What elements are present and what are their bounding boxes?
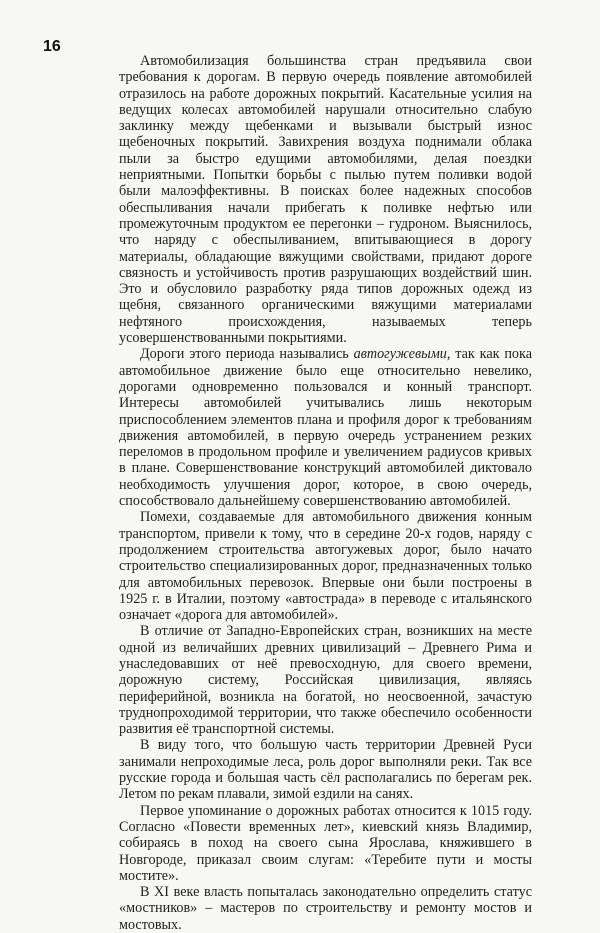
paragraph-text-end: , так как пока автомобильное движение было еще относительно невелико, дорогами одновременно пользовался и конный транспорт. Интересы автомобилей учитывались лишь некоторым приспособлением элементов плана и профиля дорог к требованиям движения автомобилей, в первую очередь устранением резких переломов в продольном профиле и увеличением радиусов кривых в плане. Совершенствование конструкций автомобилей диктовало необходимость улучшения дорог, которое, в свою очередь, способствовало дальнейшему совершенствованию автомобилей. (119, 346, 532, 510)
paragraph-rivers: В виду того, что большую часть территории Древней Руси занимали непроходимые леса, роль дорог выполняли реки. Так все русские города и большая часть сёл располагались по берегам рек. Летом по рекам плавали, зимой ездили на санях. (119, 737, 532, 803)
paragraph-text-start: Дороги этого периода назывались (140, 346, 349, 363)
paragraph-mostniki: В XI веке власть попыталась законодательно определить статус «мостников» – мастеров по строительству и ремонту мостов и мостовых. (119, 884, 532, 933)
paragraph-first-mention: Первое упоминание о дорожных работах относится к 1015 году. Согласно «Повести временных лет», киевский князь Владимир, собираясь в поход на своего сына Ярослава, княжившего в Новгороде, приказал своим слугам: «Теребите пути и мосты мостите». (119, 802, 532, 884)
paragraph-autogužev-roads (119, 346, 532, 509)
italic-term: автогужевыми (353, 346, 447, 363)
body-text (119, 53, 532, 933)
paragraph-automobilization: Автомобилизация большинства стран предъявила свои требования к дорогам. В первую очередь появление автомобилей отразилось на работе дорожных покрытий. Касательные усилия на ведущих колесах автомобилей нарушали относительно слабую заклинку между щебенками и вызывали быстрый износ щебеночных покрытий. Завихрения воздуха поднимали облака пыли за быстро едущими автомобилями, делая поездки неприятными. Попытки борьбы с пылью путем поливки водой были малоэффективны. В поисках более надежных способов обеспыливания начали прибегать к поливке нефтью или промежуточным продуктом ее перегонки – гудроном. Выяснилось, что наряду с обеспыливанием, впитывающиеся в дорогу материалы, обладающие вяжущими свойствами, придают дороге связность и устойчивость против разрушающих воздействий шин. Это и обусловило разработку ряда типов дорожных одежд из щебня, связанного органическими вяжущими материалами нефтяного происхождения, называемых теперь усовершенствованными покрытиями. (119, 53, 532, 347)
paragraph-autostrada: Помехи, создаваемые для автомобильного движения конным транспортом, привели к тому, что в середине 20-х годов, наряду с продолжением строительства автогужевых дорог, было начато строительство специализированных дорог, предназначенных только для автомобильных перевозок. Впервые они были построены в 1925 г. в Италии, поэтому «автострада» в переводе с итальянского означает «дорога для автомобилей». (119, 509, 532, 624)
page-number: 16 (43, 38, 61, 55)
paragraph-russian-civilization: В отличие от Западно-Европейских стран, возникших на месте одной из величайших древних цивилизаций – Древнего Рима и унаследовавших от неё превосходную, для своего времени, дорожную систему, Российская цивилизация, являясь периферийной, возникла на богатой, но неосвоенной, зачастую труднопроходимой территории, что также обеспечило особенности развития её транспортной системы. (119, 623, 532, 738)
